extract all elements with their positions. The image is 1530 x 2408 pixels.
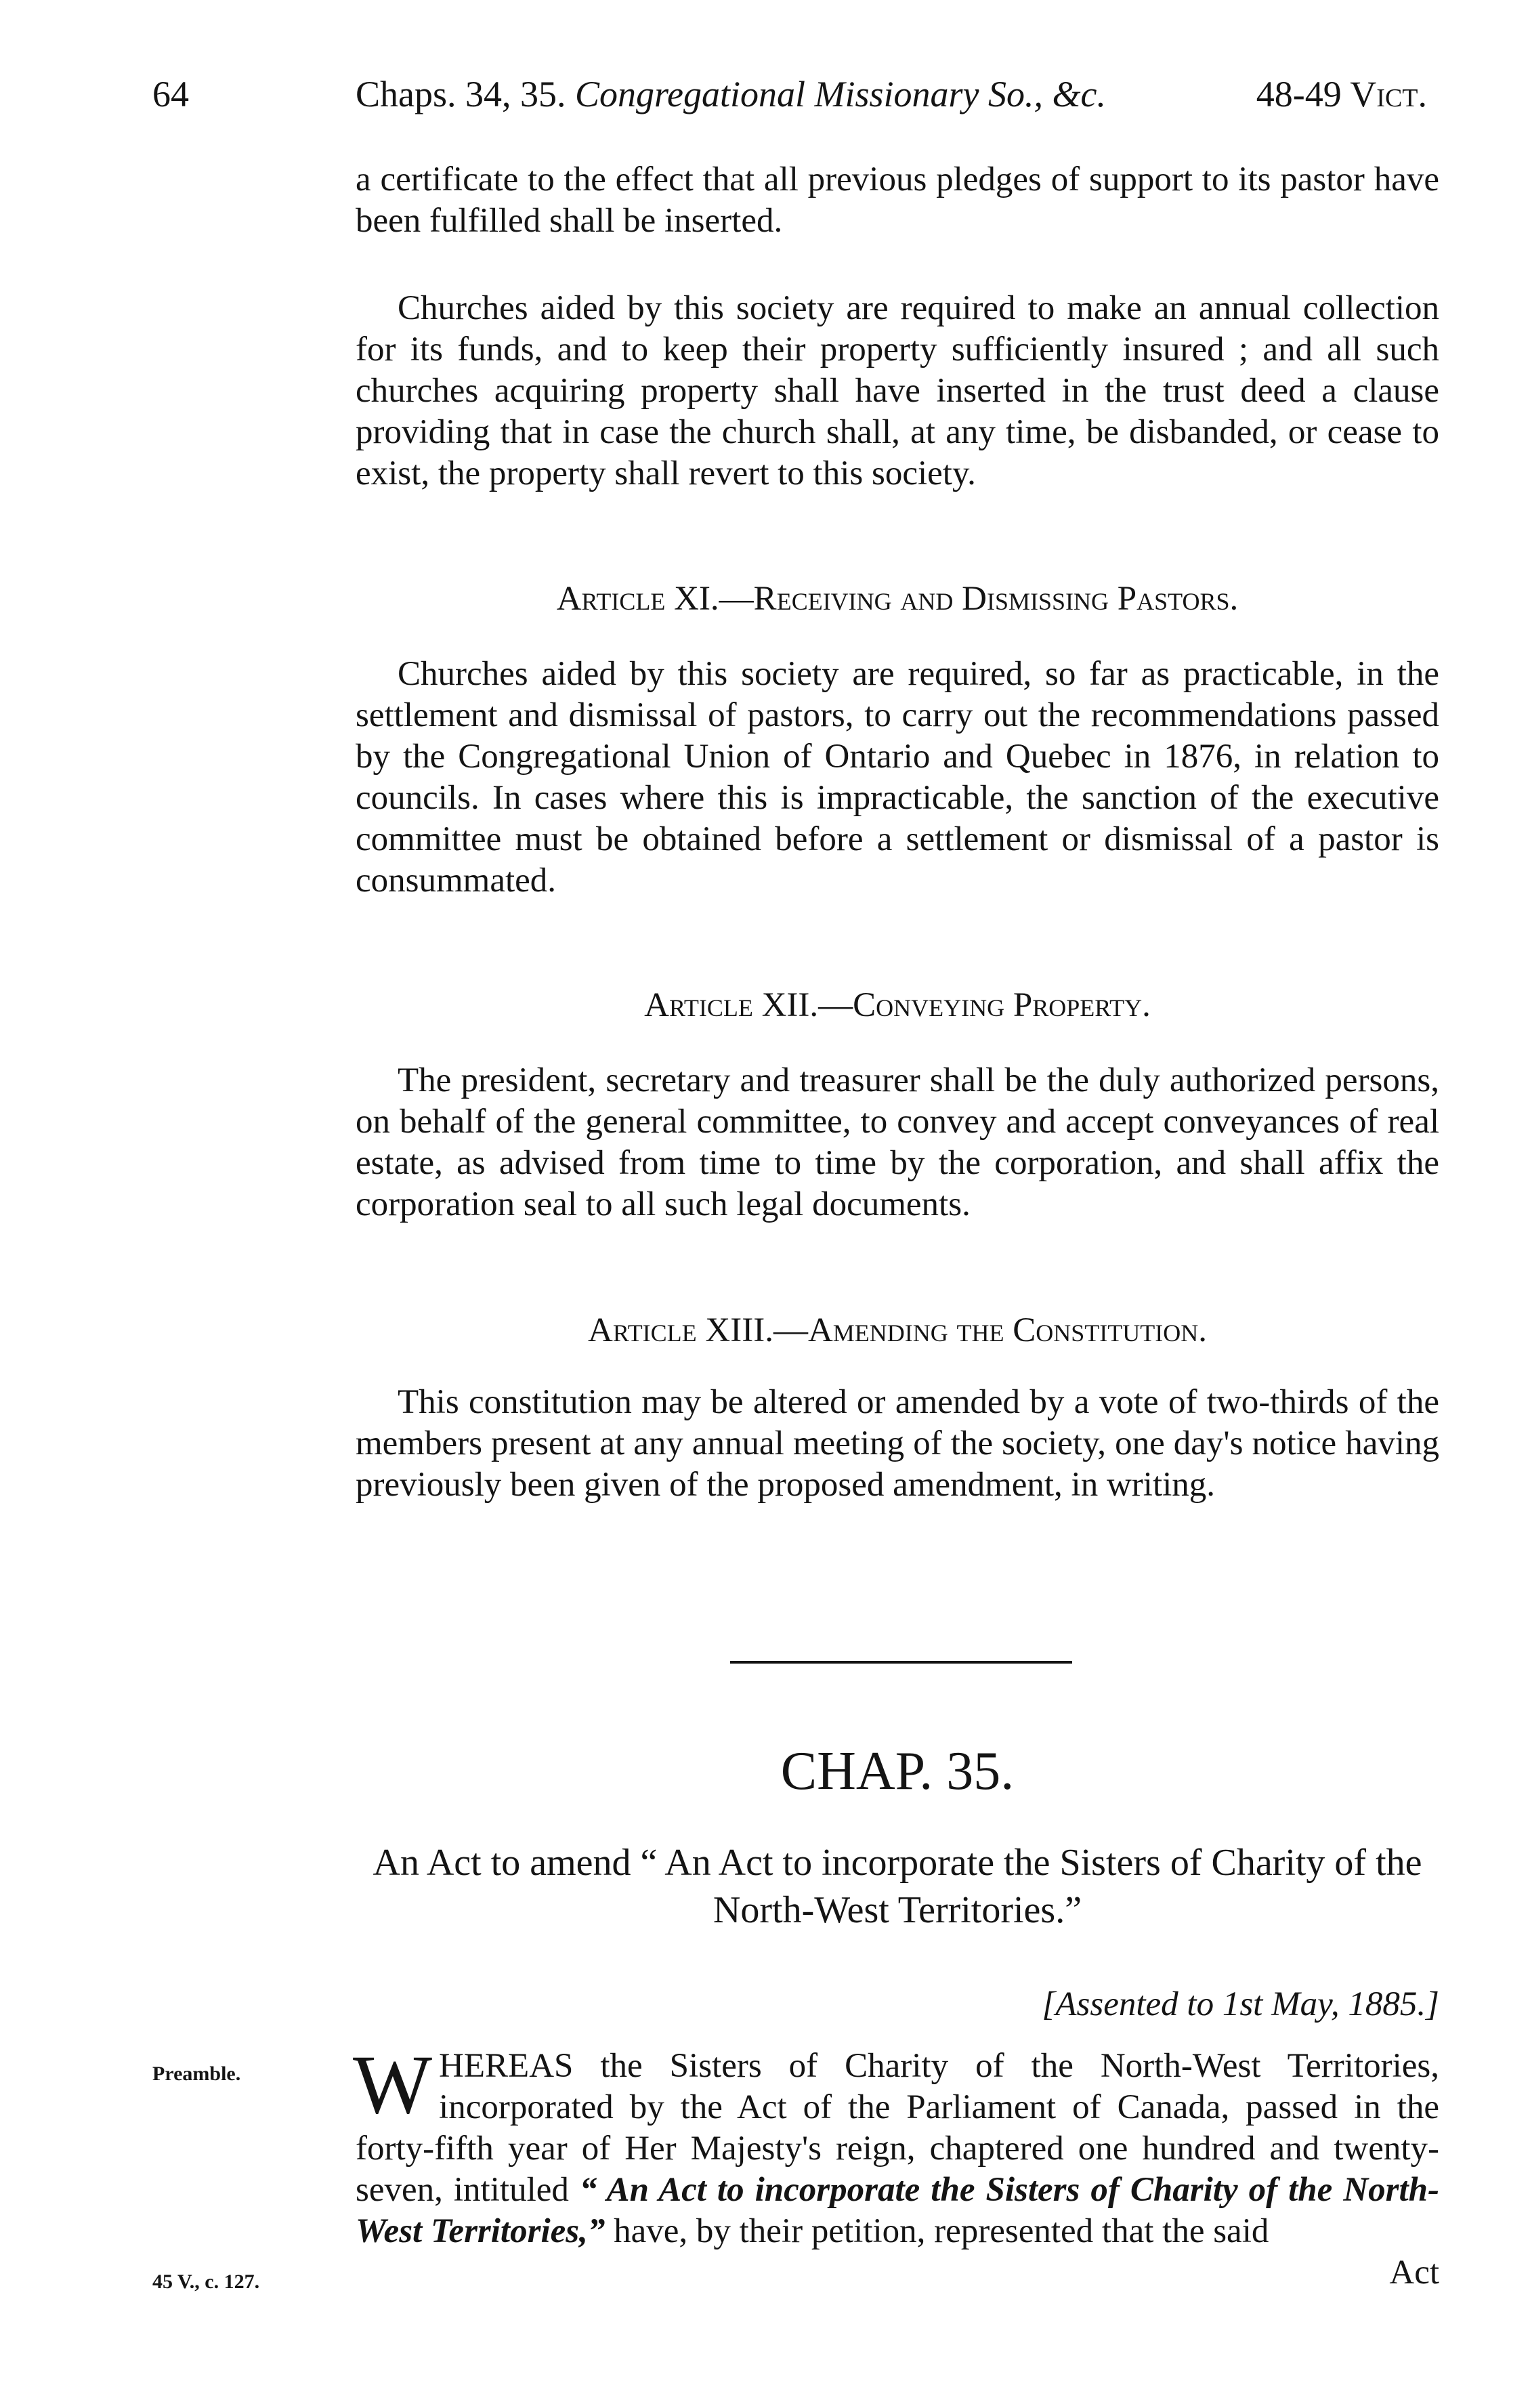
page-header (0, 73, 1530, 127)
preamble-paragraph (353, 2038, 1440, 2294)
margin-note-preamble: Preamble. (152, 2063, 241, 2085)
paragraph-3 (356, 654, 1439, 902)
paragraph-5 (356, 1382, 1439, 1506)
chapter-number: CHAP. 35. (780, 1741, 1015, 1801)
preamble-text-start: HEREAS the Sisters of Charity of the North-West Territories, incorporated by the Act of the Parliament of Canada, passed in the forty-fifth year of Her Majesty's reign, chaptered one hundred and twenty-seven, intituled (356, 2047, 1439, 2209)
assent-text: [Assented to 1st May, 1885.] (1042, 1985, 1439, 2023)
preamble-text (353, 2038, 1440, 2252)
paragraph-text: Churches aided by this society are required to make an annual collection for its funds, and to keep their property sufficiently insured ; and all such churches acquiring property shall have inserted in the trust deed a clause providing that in case the church shall, at any time, be disbanded, or cease to exist, the property shall revert to this society. (356, 289, 1439, 492)
regnal-year: 48-49 Vict. (1256, 74, 1427, 114)
short-title: Congregational Missionary So., &c. (575, 74, 1106, 114)
article-xii-heading: Article XII.—Conveying Property. (644, 986, 1151, 1024)
paragraph-text: The president, secretary and treasurer shall be the duly authorized persons, on behalf of the general committee, to convey and accept conveyances of real estate, as advised from time to time by the corporation, and shall affix the corporation seal to all such legal documents. (356, 1061, 1439, 1223)
chapter-numbers: Chaps. 34, 35. (356, 74, 566, 114)
article-xiii-heading: Article XIII.—Amending the Constitution. (588, 1311, 1207, 1349)
preamble-text-end: have, by their petition, represented that the said (614, 2212, 1269, 2250)
paragraph-2 (356, 288, 1439, 494)
section-divider (730, 1661, 1072, 1664)
paragraph-text: This constitution may be altered or amended by a vote of two-thirds of the members present at any annual meeting of the society, one day's notice having previously been given of the proposed amendment, in writing. (356, 1383, 1439, 1504)
catchword: Act (1389, 2254, 1439, 2291)
drop-cap: W (353, 2038, 433, 2131)
article-xi-heading: Article XI.—Receiving and Dismissing Pastors. (556, 580, 1239, 618)
chapter-title: An Act to amend “ An Act to incorporate the Sisters of Charity of the North-West Territories.” (373, 1842, 1422, 1931)
page-number: 64 (152, 74, 189, 114)
paragraph-text: Churches aided by this society are required, so far as practicable, in the settlement and dismissal of pastors, to carry out the recommendations passed by the Congregational Union of Ontario and Quebec in 1876, in relation to councils. In cases where this is impracticable, the sanction of the executive committee must be obtained before a settlement or dismissal of a pastor is consummated. (356, 655, 1439, 900)
quoted-act-title: “ An Act to incorporate the Sisters of Charity of the North-West Territories,” (356, 2171, 1440, 2250)
margin-note-citation: 45 V., c. 127. (152, 2270, 260, 2293)
paragraph-1 (356, 159, 1439, 242)
running-title (356, 73, 1106, 115)
assent-date (356, 1985, 1439, 2024)
paragraph-text: a certificate to the effect that all previous pledges of support to its pastor have been fulfilled shall be inserted. (356, 161, 1439, 240)
paragraph-4 (356, 1060, 1439, 1225)
